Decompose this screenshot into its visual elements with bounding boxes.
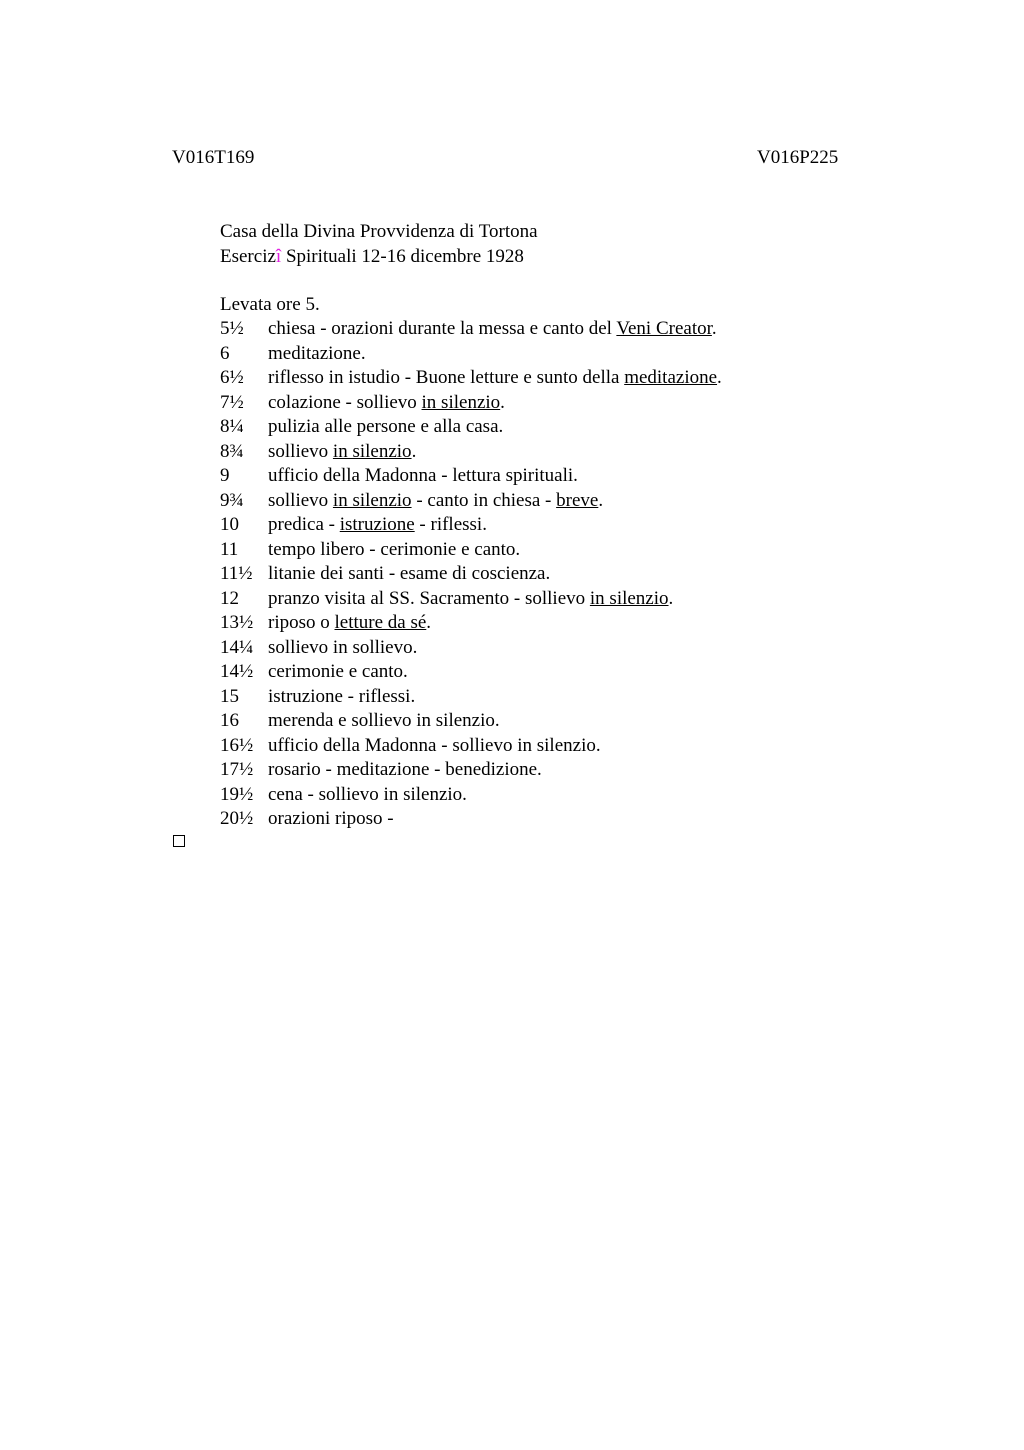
activity-text: pulizia alle persone e alla casa.	[268, 416, 504, 437]
activity-text: sollievo	[268, 440, 333, 462]
title-line-2	[220, 245, 538, 270]
activity-text: sollievo in sollievo.	[268, 636, 418, 658]
schedule-time: 12	[220, 587, 239, 609]
activity-text: sollievo	[268, 489, 333, 511]
underlined-text: in silenzio	[421, 391, 501, 413]
schedule-time: 5½	[220, 318, 244, 339]
schedule-activity	[268, 317, 717, 342]
schedule-activity	[268, 440, 416, 465]
wake-up-line: Levata ore 5.	[220, 294, 320, 315]
schedule-time: 11½	[220, 563, 253, 584]
activity-text: predica -	[268, 514, 340, 535]
activity-text: riflesso in istudio - Buone letture e sunto della	[268, 367, 625, 388]
schedule-time: 6½	[220, 367, 244, 388]
schedule-activity	[268, 660, 408, 685]
activity-text: istruzione - riflessi.	[268, 685, 416, 707]
activity-text: ufficio della Madonna - lettura spirituali.	[268, 465, 578, 486]
activity-text: - canto in chiesa -	[411, 489, 557, 511]
schedule-activity	[268, 758, 542, 783]
title-block	[220, 220, 538, 269]
activity-text: .	[500, 391, 505, 413]
underlined-text: istruzione	[339, 514, 415, 535]
schedule-activity	[268, 464, 578, 489]
activity-text: colazione - sollievo	[268, 391, 422, 413]
title-line-2-prefix: Eserciz	[220, 245, 276, 267]
schedule-activity	[268, 538, 520, 563]
activity-text: merenda e sollievo in silenzio.	[268, 710, 500, 731]
schedule-time: 20½	[220, 808, 254, 829]
activity-text: - riflessi.	[414, 514, 487, 535]
activity-text: meditazione.	[268, 342, 366, 364]
schedule-time: 11	[220, 538, 239, 560]
schedule-time: 14¼	[220, 636, 254, 658]
schedule-time: 19½	[220, 783, 254, 805]
schedule-time: 16	[220, 710, 239, 731]
schedule-activity	[268, 587, 673, 612]
schedule-time: 7½	[220, 391, 244, 413]
schedule-time: 8¼	[220, 416, 244, 437]
underlined-text: meditazione	[624, 367, 718, 388]
title-line-2-accent: î	[275, 245, 282, 267]
activity-text: cerimonie e canto.	[268, 661, 408, 682]
schedule-activity	[268, 685, 415, 710]
document-code-left: V016T169	[172, 147, 255, 168]
schedule-activity	[268, 489, 603, 514]
document-code-right: V016P225	[757, 147, 839, 168]
underlined-text: in silenzio	[332, 440, 412, 462]
schedule-activity	[268, 783, 467, 808]
activity-text: .	[411, 440, 417, 462]
title-line-1: Casa della Divina Provvidenza di Tortona	[220, 221, 538, 242]
activity-text: tempo libero - cerimonie e canto.	[268, 538, 521, 560]
schedule-time: 16½	[220, 734, 254, 756]
end-marker-box	[173, 835, 185, 847]
underlined-text: letture da sé	[334, 612, 427, 633]
activity-text: .	[668, 587, 674, 609]
schedule-activity	[268, 807, 394, 832]
underlined-text: in silenzio	[332, 489, 412, 511]
title-line-2-suffix: Spirituali 12-16 dicembre 1928	[281, 245, 524, 267]
schedule-time: 9	[220, 465, 230, 486]
schedule-activity	[268, 611, 431, 636]
activity-text: litanie dei santi - esame di coscienza.	[268, 563, 551, 584]
activity-text: pranzo visita al SS. Sacramento - sollievo	[268, 587, 590, 609]
underlined-text: in silenzio	[589, 587, 669, 609]
schedule-activity	[268, 636, 417, 661]
schedule-time: 8¾	[220, 440, 244, 462]
activity-text: .	[717, 367, 722, 388]
schedule-time: 6	[220, 342, 230, 364]
activity-text: chiesa - orazioni durante la messa e canto del	[268, 318, 617, 339]
underlined-text: breve	[556, 489, 599, 511]
activity-text: orazioni riposo -	[268, 808, 394, 829]
activity-text: .	[426, 612, 432, 633]
schedule-time: 14½	[220, 661, 254, 682]
schedule-time: 9¾	[220, 489, 244, 511]
schedule-activity	[268, 734, 601, 759]
activity-text: rosario - meditazione - benedizione.	[268, 759, 542, 780]
activity-text: .	[711, 318, 717, 339]
schedule-time: 17½	[220, 759, 254, 780]
activity-text: cena - sollievo in silenzio.	[268, 783, 467, 805]
schedule-activity	[268, 709, 500, 734]
schedule-time: 10	[220, 514, 239, 535]
schedule-activity	[268, 562, 550, 587]
activity-text: ufficio della Madonna - sollievo in silenzio.	[268, 734, 601, 756]
schedule-activity	[268, 415, 503, 440]
activity-text: .	[598, 489, 604, 511]
schedule-time: 13½	[220, 612, 254, 633]
schedule-time: 15	[220, 685, 239, 707]
activity-text: riposo o	[268, 612, 335, 633]
schedule-activity	[268, 391, 505, 416]
schedule-activity	[268, 342, 366, 367]
schedule-activity	[268, 366, 722, 391]
schedule-activity	[268, 513, 487, 538]
underlined-text: Veni Creator	[616, 318, 712, 339]
